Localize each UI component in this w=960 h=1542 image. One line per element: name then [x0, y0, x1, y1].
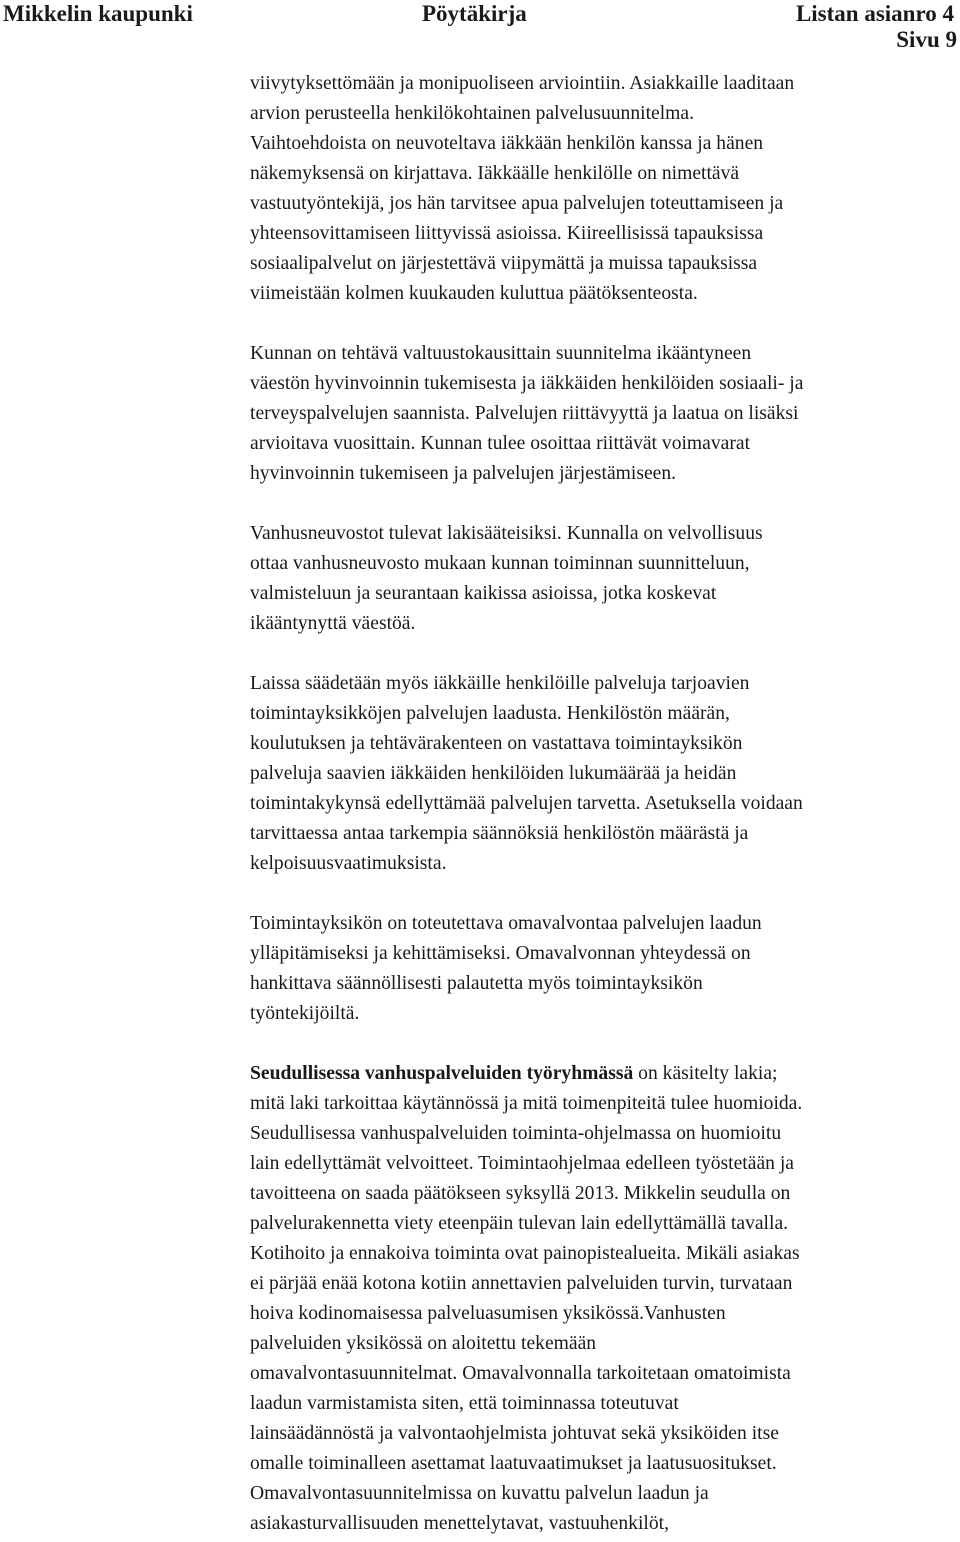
- text-line: Toimintayksikön on toteutettava omavalvontaa palvelujen laadun: [250, 913, 762, 934]
- paragraph: [250, 519, 958, 639]
- text-line: lain edellyttämät velvoitteet. Toimintaohjelmaa edelleen työstetään ja: [250, 1153, 794, 1174]
- page-header: [0, 0, 960, 60]
- text-line: ei pärjää enää kotona kotiin annettavien palveluiden turvin, turvataan: [250, 1273, 793, 1294]
- text-line: kelpoisuusvaatimuksista.: [250, 853, 447, 874]
- text-line: [250, 1059, 958, 1089]
- page-number: Sivu 9: [896, 27, 957, 52]
- text-line: Laissa säädetään myös iäkkäille henkilöille palveluja tarjoavien: [250, 673, 750, 694]
- text-line: lainsäädännöstä ja valvontaohjelmista johtuvat sekä yksiköiden itse: [250, 1423, 779, 1444]
- document-body: [250, 69, 958, 1539]
- text-line: sosiaalipalvelut on järjestettävä viipymättä ja muissa tapauksissa: [250, 253, 758, 274]
- text-line: työntekijöiltä.: [250, 1003, 360, 1024]
- text-line: vastuutyöntekijä, jos hän tarvitsee apua palvelujen toteuttamiseen ja: [250, 193, 784, 214]
- text-line: arvioitava vuosittain. Kunnan tulee osoittaa riittävät voimavarat: [250, 433, 751, 454]
- text-line: tarvittaessa antaa tarkempia säännöksiä henkilöstön määrästä ja: [250, 823, 749, 844]
- agenda-item-number: Listan asianro 4: [795, 1, 954, 26]
- text-line: Kunnan on tehtävä valtuustokausittain suunnitelma ikääntyneen: [250, 343, 752, 364]
- text-line: valmisteluun ja seurantaan kaikissa asioissa, jotka koskevat: [250, 583, 717, 604]
- text-line: viivytyksettömään ja monipuoliseen arviointiin. Asiakkaille laaditaan: [250, 73, 795, 94]
- text-line: Omavalvontasuunnitelmissa on kuvattu palvelun laadun ja: [250, 1483, 709, 1504]
- text-line: Vaihtoehdoista on neuvoteltava iäkkään henkilön kanssa ja hänen: [250, 133, 764, 154]
- text-line: palveluiden yksikössä on aloitettu tekemään: [250, 1333, 597, 1354]
- text-line: toimintayksikköjen palvelujen laadusta. Henkilöstön määrän,: [250, 703, 730, 724]
- text-line: Kotihoito ja ennakoiva toiminta ovat painopistealueita. Mikäli asiakas: [250, 1243, 800, 1264]
- text-line: mitä laki tarkoittaa käytännössä ja mitä toimenpiteitä tulee huomioida.: [250, 1093, 803, 1114]
- text-line: Seudullisessa vanhuspalveluiden toiminta-ohjelmassa on huomioitu: [250, 1123, 782, 1144]
- text-line: laadun varmistamista siten, että toiminnassa toteutuvat: [250, 1393, 679, 1414]
- text-line: terveyspalvelujen saannista. Palvelujen riittävyyttä ja laatua on lisäksi: [250, 403, 799, 424]
- text-line: ottaa vanhusneuvosto mukaan kunnan toiminnan suunnitteluun,: [250, 553, 750, 574]
- text-line: yhteensovittamiseen liittyvissä asioissa. Kiireellisissä tapauksissa: [250, 223, 764, 244]
- text-line: omalle toiminalleen asettamat laatuvaatimukset ja laatusuositukset.: [250, 1453, 777, 1474]
- text-line: hyvinvoinnin tukemiseen ja palvelujen järjestämiseen.: [250, 463, 677, 484]
- text-line: tavoitteena on saada päätökseen syksyllä 2013. Mikkelin seudulla on: [250, 1183, 791, 1204]
- paragraph: [250, 69, 958, 309]
- organization-name: Mikkelin kaupunki: [3, 1, 193, 26]
- text-line: palveluja saavien iäkkäiden henkilöiden lukumäärää ja heidän: [250, 763, 737, 784]
- lead-text-rest: on käsitelty lakia;: [633, 1063, 778, 1084]
- text-line: näkemyksensä on kirjattava. Iäkkäälle henkilölle on nimettävä: [250, 163, 740, 184]
- text-line: koulutuksen ja tehtävärakenteen on vastattava toimintayksikön: [250, 733, 743, 754]
- text-line: arvion perusteella henkilökohtainen palvelusuunnitelma.: [250, 103, 694, 124]
- text-line: ikääntynyttä väestöä.: [250, 613, 416, 634]
- document-type: Pöytäkirja: [422, 1, 527, 26]
- text-line: omavalvontasuunnitelmat. Omavalvonnalla tarkoitetaan omatoimista: [250, 1363, 791, 1384]
- paragraph: [250, 669, 958, 879]
- text-line: hoiva kodinomaisessa palveluasumisen yksikössä.Vanhusten: [250, 1303, 726, 1324]
- text-line: väestön hyvinvoinnin tukemisesta ja iäkkäiden henkilöiden sosiaali- ja: [250, 373, 804, 394]
- text-line: asiakasturvallisuuden menettelytavat, vastuuhenkilöt,: [250, 1513, 669, 1534]
- paragraph: [250, 1059, 958, 1539]
- text-line: hankittava säännöllisesti palautetta myös toimintayksikön: [250, 973, 703, 994]
- text-line: palvelurakennetta viety eteenpäin tulevan lain edellyttämällä tavalla.: [250, 1213, 789, 1234]
- bold-lead-text: Seudullisessa vanhuspalveluiden työryhmässä: [250, 1063, 634, 1084]
- text-line: toimintakykynsä edellyttämää palvelujen tarvetta. Asetuksella voidaan: [250, 793, 803, 814]
- paragraph: [250, 909, 958, 1029]
- text-line: viimeistään kolmen kuukauden kuluttua päätöksenteosta.: [250, 283, 698, 304]
- paragraph: [250, 339, 958, 489]
- text-line: Vanhusneuvostot tulevat lakisääteisiksi. Kunnalla on velvollisuus: [250, 523, 763, 544]
- text-line: ylläpitämiseksi ja kehittämiseksi. Omavalvonnan yhteydessä on: [250, 943, 751, 964]
